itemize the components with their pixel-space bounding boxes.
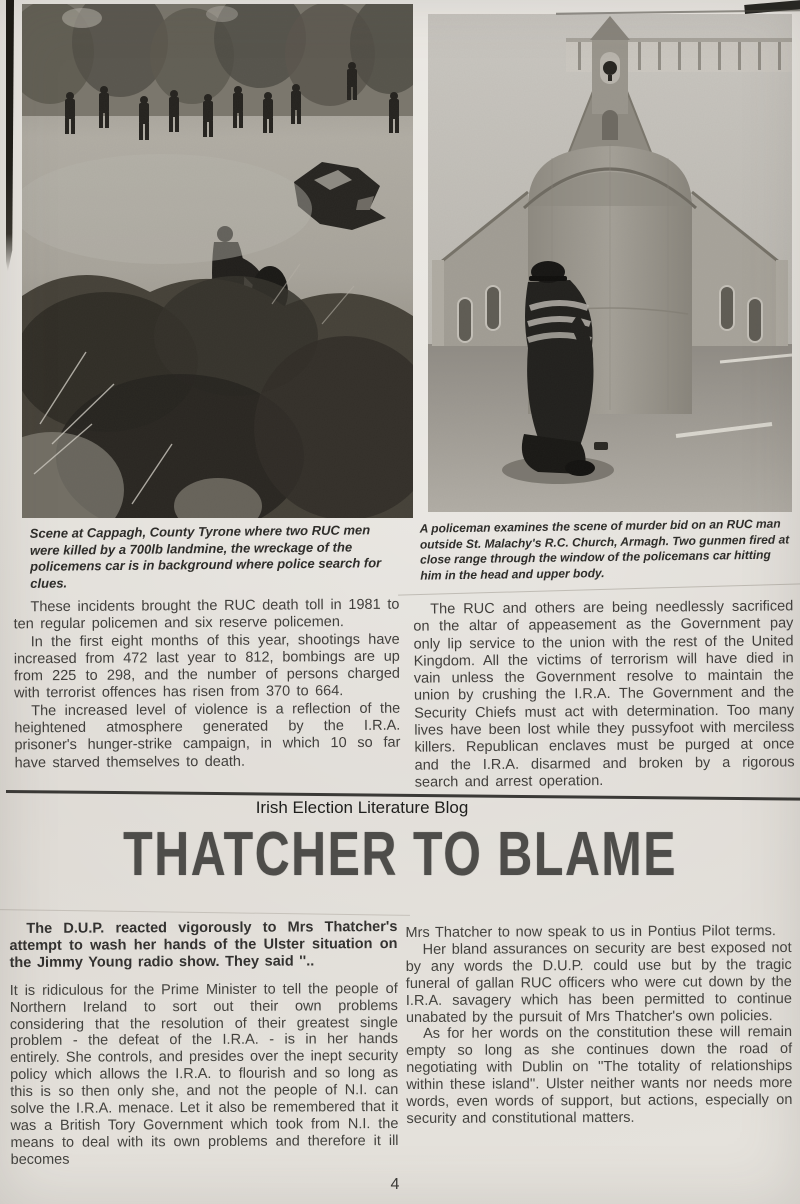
paragraph: The increased level of violence is a reflection of the heightened atmosphere generated by the I.R.A. prisoner's hunger-strike campaign, in which 10 so far have starved themselves to death. xyxy=(14,700,401,772)
paragraph: Her bland assurances on security are best exposed not by any words the D.U.P. could use but by the tragic funeral of gallan RUC officers who were cut down by the I.R.A. savagery which has been permitted to continue unabated by the pursuit of Mrs Thatcher's own policies. xyxy=(405,939,792,1026)
bottom-article-right-column xyxy=(405,923,792,1128)
right-photo-caption: A policeman examines the scene of murder bid on an RUC man outside St. Malachy's R.C. Church, Armagh. Two gunmen fired at close range through the window of the policemans car hitting him in the head and upper body. xyxy=(419,516,790,583)
paragraph: Mrs Thatcher to now speak to us in Pontius Pilot terms. xyxy=(405,923,776,942)
paragraph: These incidents brought the RUC death toll in 1981 to ten regular policemen and six reserve policemen. xyxy=(13,596,400,633)
scan-edge-artifact-left xyxy=(6,0,14,272)
top-article-left-column xyxy=(13,597,400,773)
article-intro-bold: The D.U.P. reacted vigorously to Mrs Thatcher's attempt to wash her hands of the Ulster situation on the Jimmy Young radio show. They said ''.. xyxy=(9,918,398,971)
paper-crease xyxy=(0,909,410,916)
watermark-text: Irish Election Literature Blog xyxy=(255,798,469,817)
church-scene-illustration xyxy=(428,14,792,512)
paragraph: In the first eight months of this year, shootings have increased from 472 last year to 812, bombings are up from 225 to 298, and the number of persons charged with terrorist offences has risen from 370 to 664. xyxy=(13,631,400,702)
bottom-article-left-column xyxy=(9,919,398,1169)
headline-text: THATCHER TO BLAME xyxy=(123,820,677,889)
landmine-scene-illustration xyxy=(22,4,413,518)
armagh-church-murder-bid-photo xyxy=(428,14,792,512)
paragraph: It is ridiculous for the Prime Minister to tell the people of Northern Ireland to sort out their own problems considering that the resolution of their greatest single problem - the defeat of the I.R.A. - is in her hands entirely. She controls, and presides over the inept security policy which allows the I.R.A. to flourish and so long as this is so then only she, and not the people of N.I. can solve the I.R.A. menace. Let it also be remembered that it was a British Tory Government which took from N.I. the means to deal with its own problems and therefore it ill becomes xyxy=(9,980,399,1168)
left-photo-caption: Scene at Cappagh, County Tyrone where two RUC men were killed by a 700lb landmine, the wreckage of the policemens car is in background where police search for clues. xyxy=(29,522,382,591)
top-article-right-column xyxy=(413,598,795,792)
paragraph: As for her words on the constitution these will remain empty so long as she continues down the road of negotiating with Dublin on ''The totality of relationships within these island''. Ulster neither wants nor needs more words, even words of support, but actions, especially on security and constitutional matters. xyxy=(406,1024,793,1127)
page-number: 4 xyxy=(390,1176,400,1193)
paragraph: The RUC and others are being needlessly sacrificed on the altar of appeasement as the Government pay only lip service to the union with the rest of the United Kingdom. All the victims of terrorism will have died in vain unless the Government resolve to maintain the union by crushing the I.R.A. The Government and the Security Chiefs must act with determination. Too many lives have been lost while they pussyfoot with merciless killers. Republican enclaves must be purged at once and the I.R.A. disarmed and broken by a rigorous search and arrest operation. xyxy=(413,598,795,791)
paper-crease xyxy=(398,583,800,595)
cappagh-landmine-scene-photo xyxy=(22,4,413,518)
headline xyxy=(0,820,800,889)
